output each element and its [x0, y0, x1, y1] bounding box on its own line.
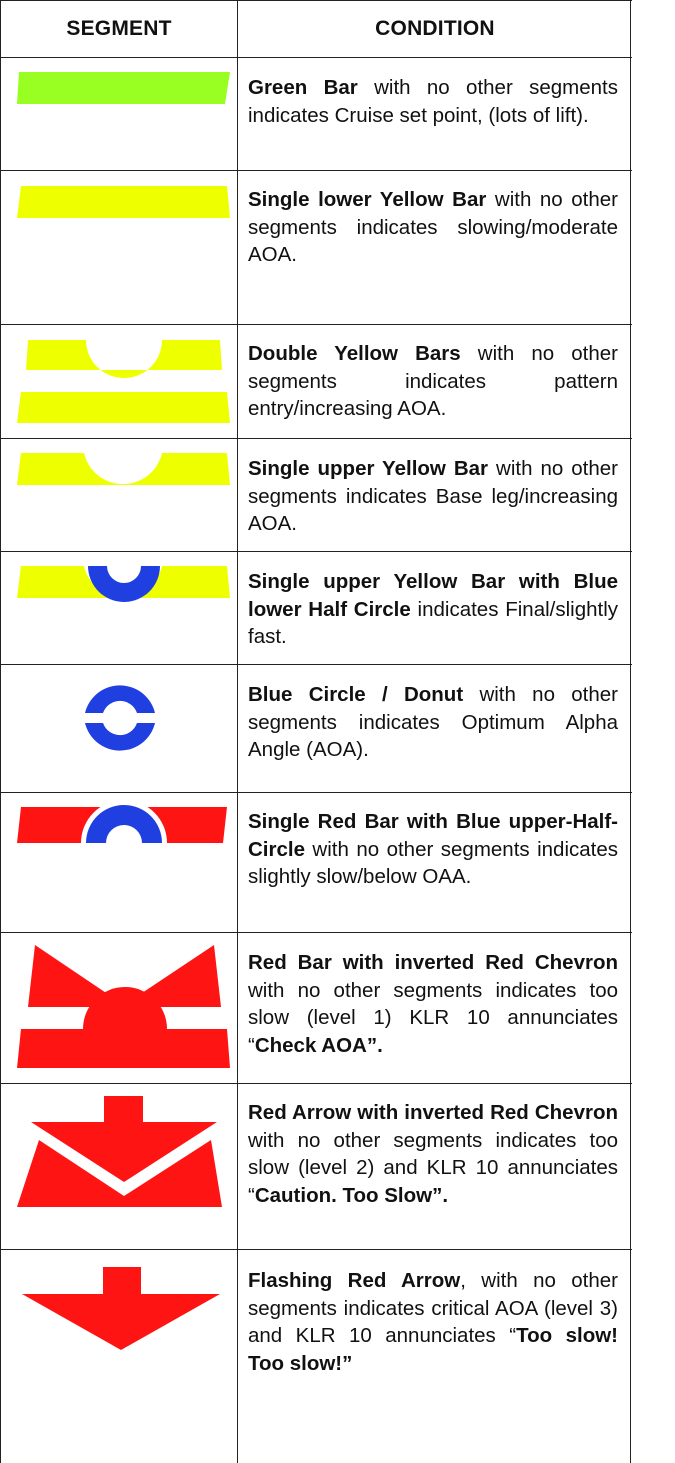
lower-yellow-bar-icon — [1, 171, 237, 324]
red-bar-chevron-icon — [1, 933, 237, 1083]
condition-text: Blue Circle / Donut with no other segments indicates Optimum Alpha Angle (AOA). — [248, 683, 618, 761]
flashing-red-arrow-icon — [1, 1250, 237, 1462]
condition-text: Single upper Yellow Bar with Blue lower Half Circle indicates Final/slightly fast. — [248, 570, 619, 648]
condition-text: Green Bar with no other segments indicates Cruise set point, (lots of lift). — [248, 76, 618, 127]
upper-yellow-bar-icon — [1, 439, 237, 551]
red-bar-blue-half-circle-icon — [1, 793, 237, 932]
condition-text: Red Arrow with inverted Red Chevron with no other segments indicates too slow (level 2) and KLR 10 annunciates “Caution. Too Slow”. — [248, 1101, 618, 1207]
segment-column-header: SEGMENT — [66, 17, 172, 40]
red-arrow-chevron-icon — [1, 1084, 237, 1249]
condition-text: Double Yellow Bars with no other segments indicates pattern entry/increasing AOA. — [248, 342, 618, 420]
column-divider — [237, 0, 238, 1463]
blue-donut-icon — [1, 665, 237, 792]
condition-text: Single lower Yellow Bar with no other segments indicates slowing/moderate AOA. — [248, 188, 618, 266]
yellow-bar-blue-half-circle-icon — [1, 552, 237, 664]
condition-text: Single Red Bar with Blue upper-Half-Circle with no other segments indicates slightly slow/below OAA. — [248, 810, 618, 888]
condition-text: Single upper Yellow Bar with no other segments indicates Base leg/increasing AOA. — [248, 457, 618, 535]
green-bar-icon — [1, 58, 237, 170]
condition-text: Flashing Red Arrow, with no other segments indicates critical AOA (level 3) and KLR 10 annunciates “Too slow! Too slow!” — [248, 1269, 618, 1375]
condition-text: Red Bar with inverted Red Chevron with no other segments indicates too slow (level 1) KLR 10 annunciates “Check AOA”. — [248, 951, 618, 1057]
condition-column-header: CONDITION — [375, 17, 495, 40]
double-yellow-bars-icon — [1, 325, 237, 438]
